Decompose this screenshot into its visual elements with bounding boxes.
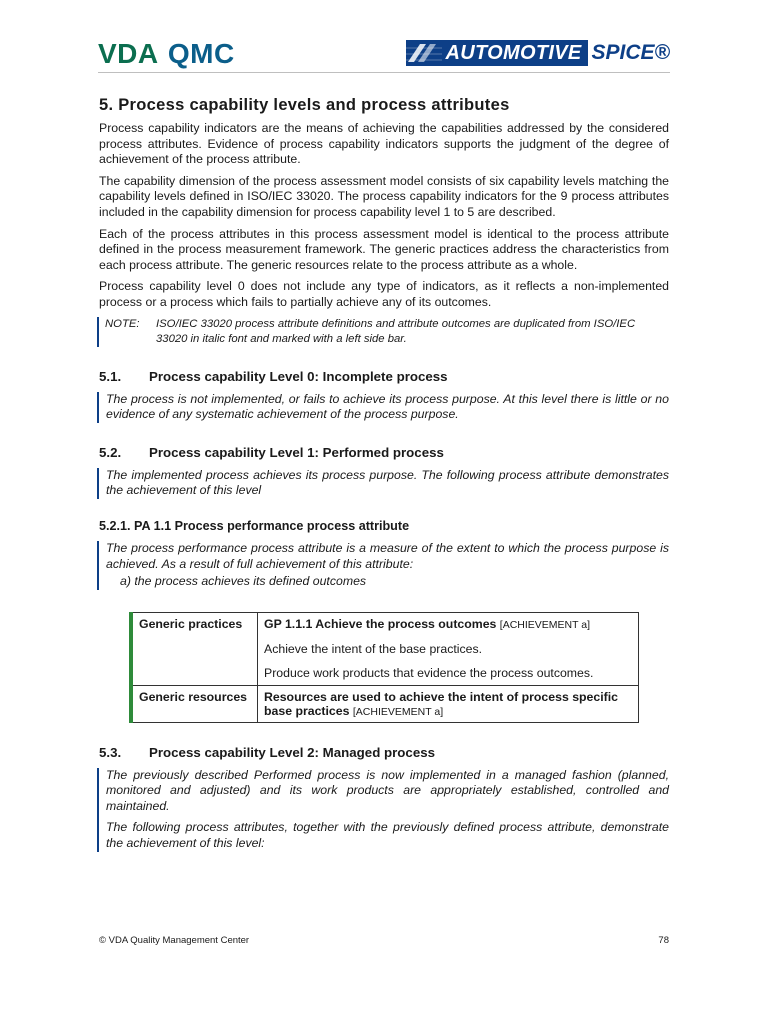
footer-copyright: © VDA Quality Management Center: [99, 935, 250, 946]
section-5-1-number: 5.1.: [99, 368, 122, 384]
section-5-1-definition: [97, 392, 669, 423]
logo-automotive-text: AUTOMOTIVE: [442, 40, 588, 66]
section-5-3-number: 5.3.: [99, 744, 122, 760]
section-5-2-definition: [97, 468, 669, 499]
section-5-3-definition: [97, 768, 669, 852]
generic-practices-label: Generic practices: [131, 612, 258, 685]
section-5-3-heading: [99, 745, 669, 760]
logo-qmc-text: QMC: [167, 38, 235, 69]
section-5-2-1-text: The process performance process attribute is a measure of the extent to which the process purpose is achieved. As a result of full achievement of this attribute:: [106, 540, 669, 571]
generic-practices-cell: [258, 612, 639, 685]
section-5-2-text: The implemented process achieves its process purpose. The following process attribute demonstrates the achievement of this level: [106, 467, 669, 498]
footer-page-number: 78: [658, 935, 669, 946]
section-5-paragraph-2: The capability dimension of the process assessment model consists of six capability levels matching the capability levels defined in ISO/IEC 33020. The process capability indicators for the 9 process attributes included in the capability dimension for process capability level 1 to 5 are described.: [99, 173, 669, 219]
note-label: NOTE:: [105, 317, 140, 330]
gp-title: GP 1.1.1 Achieve the process outcomes: [264, 616, 497, 631]
vda-qmc-logo: [98, 38, 235, 70]
section-5-2-1-title: 5.2.1. PA 1.1 Process performance process attribute: [99, 518, 410, 533]
section-5-1-heading: [99, 369, 669, 384]
note-text: ISO/IEC 33020 process attribute definitions and attribute outcomes are duplicated from ISO/IEC 33020 in italic font and marked with a left side bar.: [156, 317, 636, 345]
section-5-1-text: The process is not implemented, or fails to achieve its process purpose. At this level there is little or no evidence of any systematic achievement of the process purpose.: [106, 391, 669, 422]
page-header: [98, 36, 670, 76]
section-5-2-1-definition: [97, 541, 669, 590]
generic-resources-label: Generic resources: [131, 685, 258, 722]
header-divider: [98, 72, 670, 73]
page-content: [99, 96, 669, 852]
gp-title-line: [264, 617, 632, 633]
gp-line-2: Produce work products that evidence the process outcomes.: [264, 665, 594, 680]
gr-achievement-ref: [ACHIEVEMENT a]: [352, 705, 444, 718]
table-row: [131, 612, 639, 685]
section-5-2-number: 5.2.: [99, 444, 122, 460]
section-5-2-1-list-item: a) the process achieves its defined outcomes: [120, 574, 367, 589]
automotive-spice-graphic-icon: [406, 40, 442, 66]
section-5-3-text-2: The following process attributes, together with the previously defined process attribute, demonstrate the achievement of this level:: [106, 820, 669, 851]
logo-vda-text: VDA: [98, 38, 158, 69]
section-5-2-heading: [99, 445, 669, 460]
section-5-2-title: Process capability Level 1: Performed process: [149, 444, 444, 460]
gp-line-1: Achieve the intent of the base practices.: [264, 641, 483, 656]
section-5-paragraph-3: Each of the process attributes in this process assessment model is identical to the process attribute defined in the process measurement framework. The generic practices address the characteristics from each process attribute. The generic resources relate to the process attribute as a whole.: [99, 226, 669, 272]
automotive-spice-logo: [406, 40, 670, 66]
section-5-3-title: Process capability Level 2: Managed process: [149, 744, 436, 760]
section-5-paragraph-4: Process capability level 0 does not include any type of indicators, as it reflects a non-implemented process or a process which fails to partially achieve any of its outcomes.: [99, 279, 669, 309]
section-5-3-text-1: The previously described Performed process is now implemented in a managed fashion (planned, monitored and adjusted) and its work products are appropriately established, controlled and maintained.: [106, 767, 669, 813]
section-5-1-title: Process capability Level 0: Incomplete process: [149, 368, 448, 384]
note-block: [97, 317, 669, 347]
gp-achievement-ref: [ACHIEVEMENT a]: [499, 618, 591, 631]
generic-resources-cell: [258, 685, 639, 722]
generic-practices-table: [129, 612, 639, 723]
gr-title: Resources are used to achieve the intent of process specific base practices: [264, 689, 619, 718]
section-5-title: 5. Process capability levels and process attributes: [99, 96, 510, 114]
section-5-paragraph-1: Process capability indicators are the means of achieving the capabilities addressed by the considered process attributes. Evidence of process capability indicators supports the judgment of the degree of achievement of the process attribute.: [99, 121, 669, 167]
table-row: [131, 685, 639, 722]
logo-spice-text: SPICE®: [591, 41, 670, 64]
